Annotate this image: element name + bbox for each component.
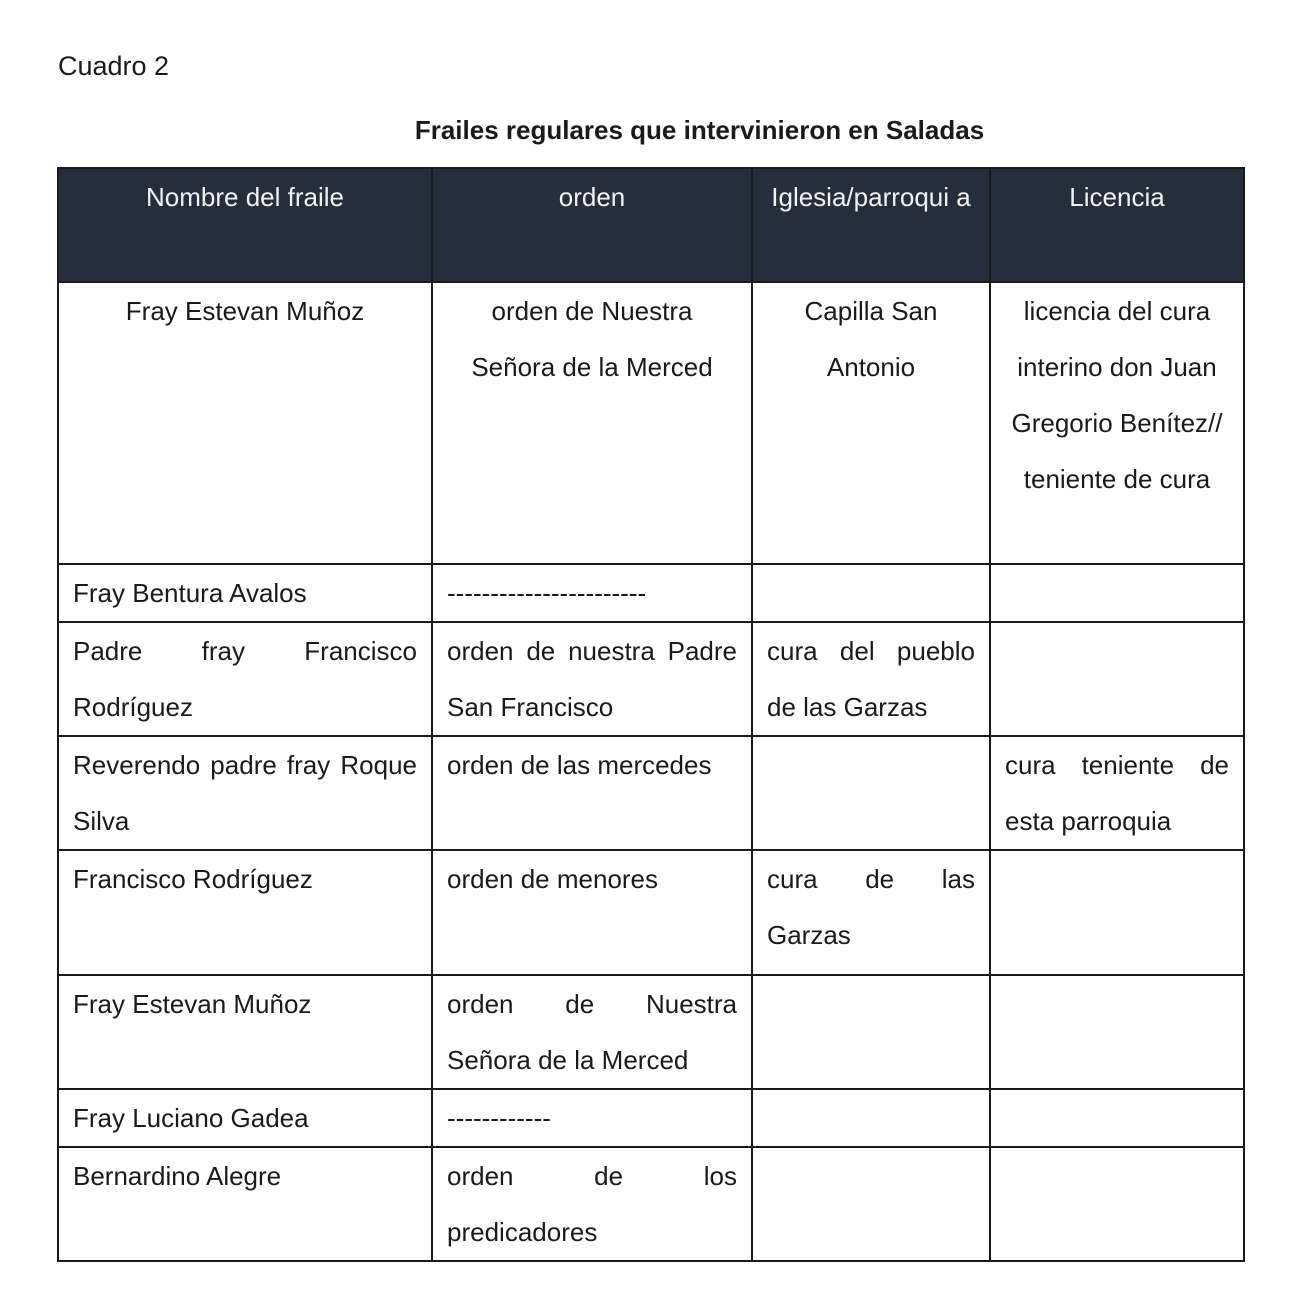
cell-orden: ----------------------- [432, 564, 752, 622]
table-row [58, 975, 1244, 1089]
cell-iglesia: Capilla San Antonio [752, 282, 990, 564]
table-caption: Cuadro 2 [58, 51, 170, 81]
header-iglesia: Iglesia/parroqui a [752, 168, 990, 282]
table-row [58, 850, 1244, 975]
cell-nombre: Francisco Rodríguez [58, 850, 432, 975]
cell-iglesia: cura de las Garzas [752, 850, 990, 975]
cell-licencia: licencia del cura interino don Juan Gregorio Benítez// teniente de cura [990, 282, 1244, 564]
cell-licencia [990, 850, 1244, 975]
table-row [58, 282, 1244, 564]
friars-table [57, 167, 1245, 1262]
cell-licencia [990, 564, 1244, 622]
table-row [58, 564, 1244, 622]
cell-nombre: Reverendo padre fray Roque Silva [58, 736, 432, 850]
cell-iglesia: cura del pueblo de las Garzas [752, 622, 990, 736]
cell-orden: orden de los predicadores [432, 1147, 752, 1261]
cell-licencia [990, 622, 1244, 736]
table-row [58, 736, 1244, 850]
cell-orden: orden de las mercedes [432, 736, 752, 850]
cell-orden: orden de menores [432, 850, 752, 975]
table-header [58, 168, 1244, 282]
cell-iglesia [752, 1089, 990, 1147]
header-nombre: Nombre del fraile [58, 168, 432, 282]
cell-iglesia [752, 564, 990, 622]
cell-nombre: Padre fray Francisco Rodríguez [58, 622, 432, 736]
cell-iglesia [752, 975, 990, 1089]
cell-licencia [990, 1147, 1244, 1261]
cell-nombre: Bernardino Alegre [58, 1147, 432, 1261]
cell-licencia [990, 975, 1244, 1089]
cell-nombre: Fray Estevan Muñoz [58, 975, 432, 1089]
cell-orden: ------------ [432, 1089, 752, 1147]
cell-nombre: Fray Luciano Gadea [58, 1089, 432, 1147]
cell-nombre: Fray Bentura Avalos [58, 564, 432, 622]
cell-orden: orden de Nuestra Señora de la Merced [432, 975, 752, 1089]
cell-licencia [990, 1089, 1244, 1147]
cell-iglesia [752, 736, 990, 850]
table-body [58, 282, 1244, 1261]
cell-licencia: cura teniente de esta parroquia [990, 736, 1244, 850]
table-row [58, 1089, 1244, 1147]
cell-orden: orden de Nuestra Señora de la Merced [432, 282, 752, 564]
cell-iglesia [752, 1147, 990, 1261]
header-orden: orden [432, 168, 752, 282]
cell-orden: orden de nuestra Padre San Francisco [432, 622, 752, 736]
header-row [58, 168, 1244, 282]
table-row [58, 1147, 1244, 1261]
cell-nombre: Fray Estevan Muñoz [58, 282, 432, 564]
header-licencia: Licencia [990, 168, 1244, 282]
table-row [58, 622, 1244, 736]
table-title: Frailes regulares que intervinieron en Saladas [414, 115, 985, 145]
